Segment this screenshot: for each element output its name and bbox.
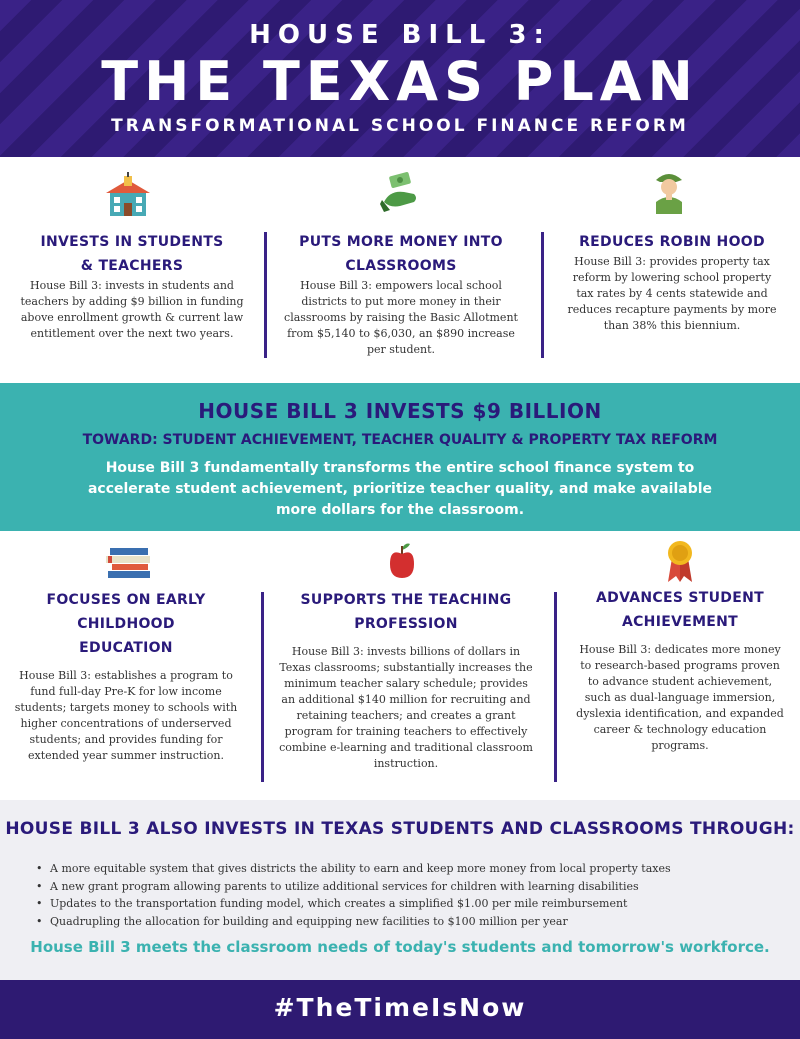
hashtag: #TheTimeIsNow xyxy=(273,993,527,1022)
column-title-line1: PUTS MORE MONEY INTO xyxy=(299,234,503,250)
column-more-money xyxy=(276,230,526,358)
robin-hood-icon xyxy=(652,170,686,214)
band-headline: HOUSE BILL 3 INVESTS $9 BILLION xyxy=(198,399,602,423)
column-title-line2: EDUCATION xyxy=(79,640,173,656)
column-title-line1: INVESTS IN STUDENTS xyxy=(40,234,224,250)
column-divider xyxy=(261,592,264,782)
schoolhouse-icon xyxy=(106,172,150,218)
footer-banner xyxy=(0,980,800,1039)
column-title-line2: ACHIEVEMENT xyxy=(621,614,739,630)
list-item: • A new grant program allowing parents to utilize additional services for children with learning disabilities xyxy=(36,878,776,896)
column-teaching-profession xyxy=(272,588,540,772)
column-divider xyxy=(264,232,267,358)
column-divider xyxy=(541,232,544,358)
column-title-line1: ADVANCES STUDENT xyxy=(596,590,764,606)
list-item: • Quadrupling the allocation for building and equipping new facilities to $100 million per year xyxy=(36,913,776,931)
column-title-line2: & TEACHERS xyxy=(80,258,184,274)
column-body: House Bill 3: dedicates more money to research-based programs proven to advance student achievement, such as dual-language immersion, dyslexia identification, and expanded career & technology education programs. xyxy=(576,643,784,752)
column-title-line2: PROFESSION xyxy=(354,616,458,632)
money-hand-icon xyxy=(380,172,420,212)
column-body: House Bill 3: invests in students and teachers by adding $9 billion in funding above enrollment growth & current law entitlement over the next two years. xyxy=(20,279,244,340)
band-subheadline: TOWARD: STUDENT ACHIEVEMENT, TEACHER QUALITY & PROPERTY TAX REFORM xyxy=(82,432,718,448)
column-divider xyxy=(554,592,557,782)
column-robin-hood xyxy=(552,230,792,334)
column-title-line2: CLASSROOMS xyxy=(345,258,457,274)
award-ribbon-icon xyxy=(666,540,694,582)
band-text: House Bill 3 fundamentally transforms the entire school finance system to accelerate student achievement, prioritize teacher quality, and make available more dollars for the classroom. xyxy=(87,460,713,518)
list-item: • Updates to the transportation funding model, which creates a simplified $1.00 per mile reimbursement xyxy=(36,895,776,913)
column-invests-students xyxy=(8,230,256,342)
column-early-childhood xyxy=(4,588,248,764)
page-title: THE TEXAS PLAN xyxy=(101,50,699,113)
column-body: House Bill 3: establishes a program to fund full-day Pre-K for low income students; targets money to schools with higher concentrations of underserved students; and provides funding for extended year summer instruction. xyxy=(14,669,238,762)
column-body: House Bill 3: empowers local school districts to put more money in their classrooms by raising the Basic Allotment from $5,140 to $6,030, an $890 increase per student. xyxy=(284,279,518,356)
column-title-line1: SUPPORTS THE TEACHING xyxy=(300,592,512,608)
header-pretitle: HOUSE BILL 3: xyxy=(249,20,551,50)
column-title-line1: FOCUSES ON EARLY CHILDHOOD xyxy=(46,592,206,632)
books-icon xyxy=(106,548,152,578)
investment-list xyxy=(36,860,776,930)
investment-band xyxy=(0,383,800,531)
closing-statement: House Bill 3 meets the classroom needs of today's students and tomorrow's workforce. xyxy=(30,938,770,956)
header-banner xyxy=(0,0,800,157)
section-title: HOUSE BILL 3 ALSO INVESTS IN TEXAS STUDENTS AND CLASSROOMS THROUGH: xyxy=(5,819,795,839)
column-title-line1: REDUCES ROBIN HOOD xyxy=(579,234,765,250)
page-subtitle: TRANSFORMATIONAL SCHOOL FINANCE REFORM xyxy=(111,116,689,136)
list-item: • A more equitable system that gives districts the ability to earn and keep more money from local property taxes xyxy=(36,860,776,878)
column-student-achievement xyxy=(566,586,794,754)
column-body: House Bill 3: provides property tax reform by lowering school property tax rates by 4 cents statewide and reduces recapture payments by more than 38% this biennium. xyxy=(567,255,777,332)
additional-investments-section xyxy=(0,800,800,980)
apple-icon xyxy=(388,542,416,580)
column-body: House Bill 3: invests billions of dollars in Texas classrooms; substantially increases the minimum teacher salary schedule; provides an additional $140 million for recruiting and retaining teachers; and creates a grant program for training teachers to effectively combine e-learning and traditional classroom instruction. xyxy=(279,645,533,770)
